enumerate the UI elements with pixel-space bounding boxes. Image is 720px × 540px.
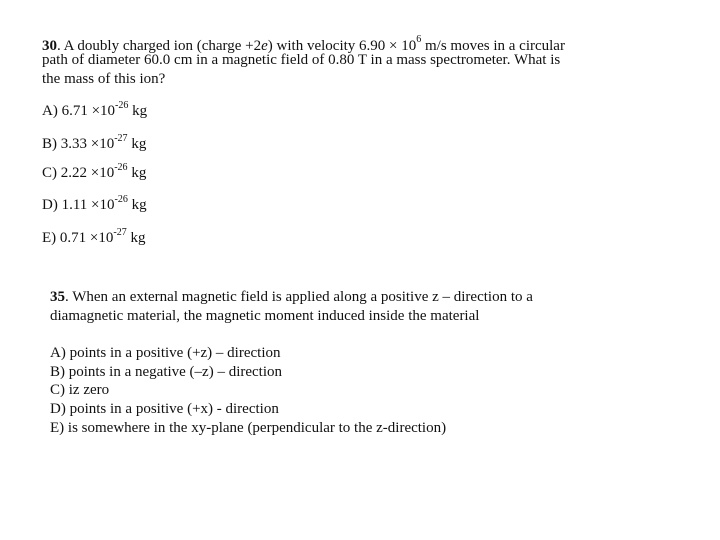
option-c: C) $2.22 \times 10^{-26}$ kg xyxy=(42,162,147,181)
question-30-line-2: path of diameter 60.0 cm in a magnetic field of 0.80 T in a mass spectrometer. What is xyxy=(42,52,561,68)
option-e: E) $0.71 \times 10^{-27}$ kg xyxy=(42,227,146,246)
option-c: C) iz zero xyxy=(50,382,110,398)
option-b: B) points in a negative (–z) – direction xyxy=(50,364,283,380)
option-d: D) points in a positive (+x) - direction xyxy=(50,401,279,417)
option-d: D) $1.11 \times 10^{-26}$ kg xyxy=(42,194,147,213)
question-30-line-3: the mass of this ion? xyxy=(42,71,166,87)
option-a: A) points in a positive (+z) – direction xyxy=(50,345,281,361)
option-e: E) is somewhere in the xy-plane (perpendicular to the z-direction) xyxy=(50,420,447,436)
option-a: A) $6.71 \times 10^{-26}$ kg xyxy=(42,100,148,119)
question-35-line-1: 35. When an external magnetic field is applied along a positive z – direction to a xyxy=(50,289,533,305)
question-number: 30 xyxy=(42,38,57,54)
question-30-line-1: 30. A doubly charged ion (charge +2e) with velocity $6.90 \times 10^6$ m/s moves in a circular xyxy=(42,34,565,54)
option-b: B) $3.33 \times 10^{-27}$ kg xyxy=(42,133,147,152)
question-35-line-2: diamagnetic material, the magnetic moment induced inside the material xyxy=(50,308,480,324)
question-number: 35 xyxy=(50,289,65,305)
